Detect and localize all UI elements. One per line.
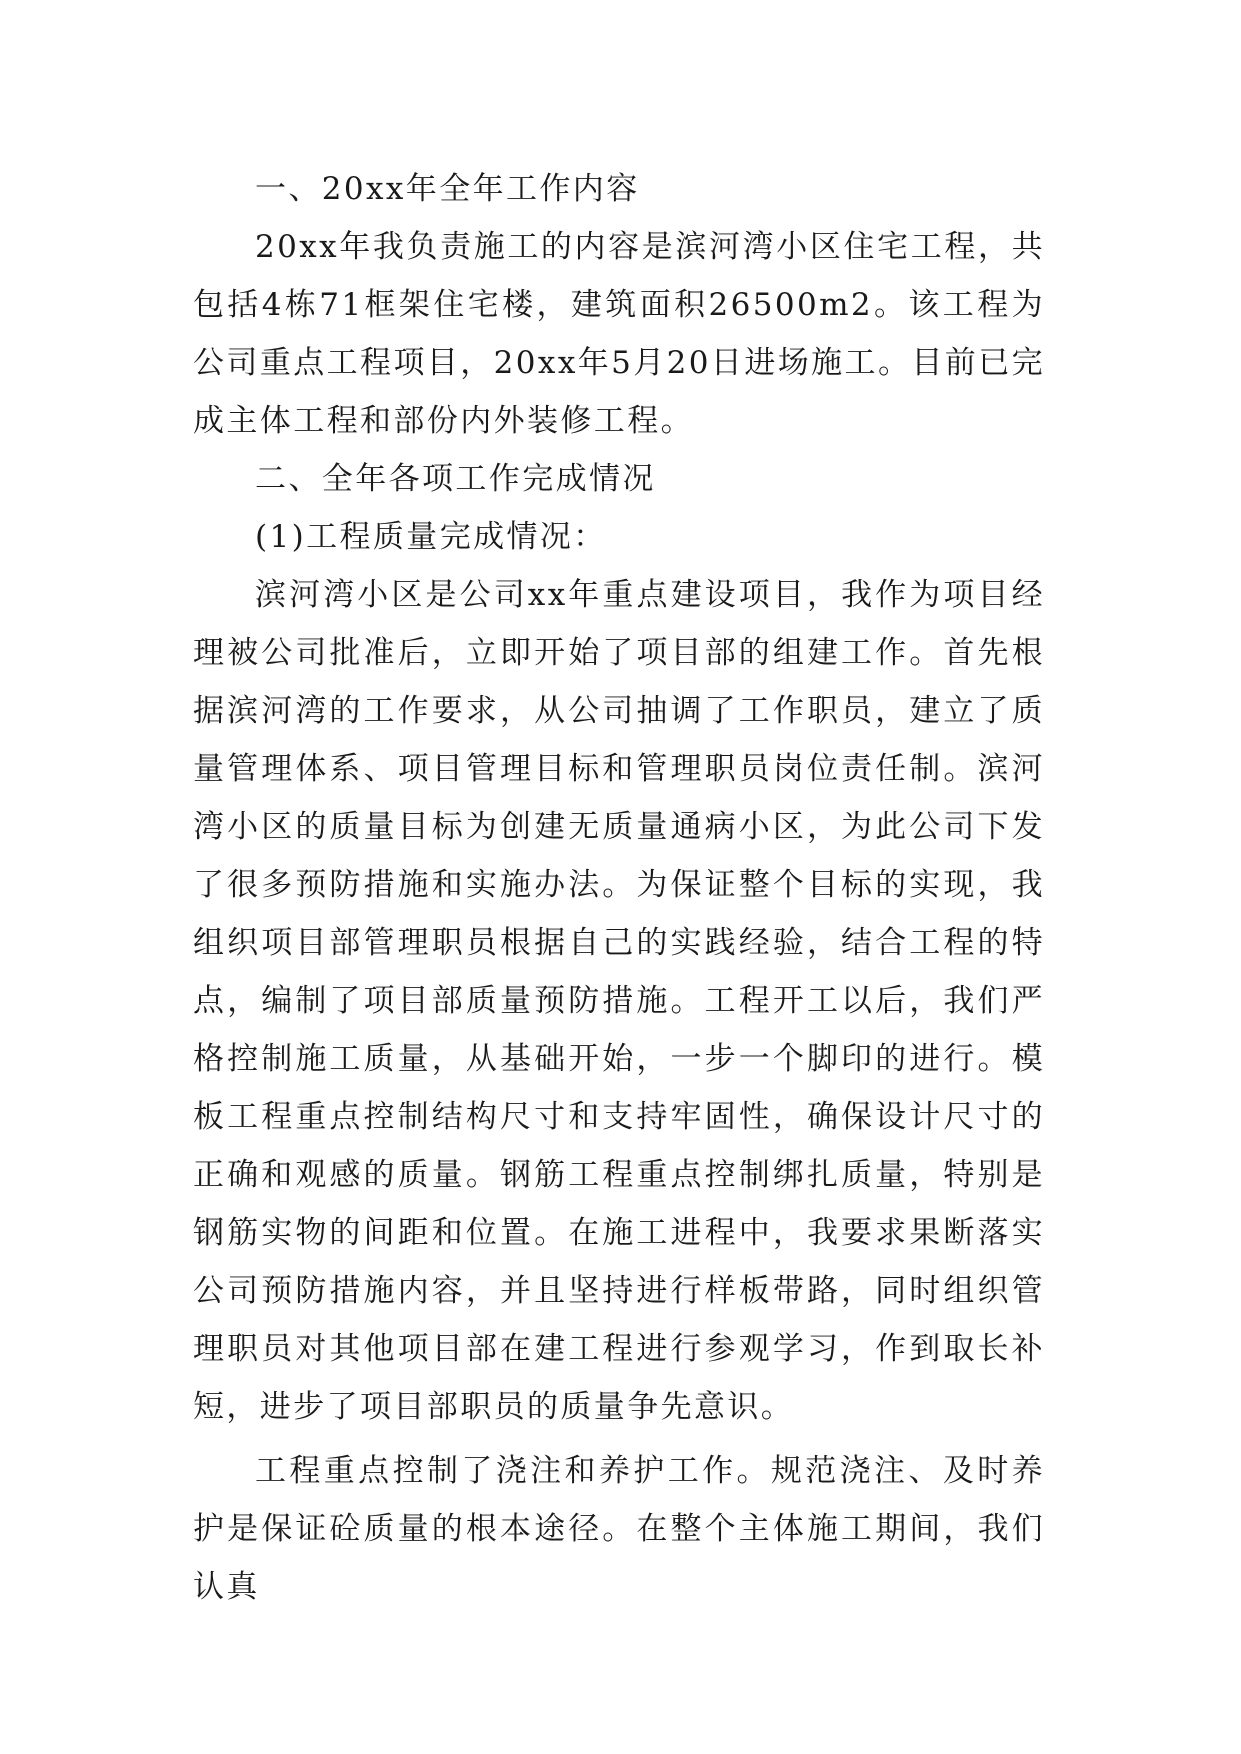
paragraph-pouring-curing: 工程重点控制了浇注和养护工作。规范浇注、及时养护是保证砼质量的根本途径。在整个主体施工期间，我们认真 [193,1453,1045,1605]
section-heading-annual-work: 一、20xx年全年工作内容 [255,171,640,207]
paragraph-project-overview: 20xx年我负责施工的内容是滨河湾小区住宅工程，共包括4栋71框架住宅楼，建筑面积26500m2。该工程为公司重点工程项目，20xx年5月20日进场施工。目前已完成主体工程和部份内外装修工程。 [193,229,1045,439]
document-body [193,160,1045,1616]
section-heading-completion-status: 二、全年各项工作完成情况 [255,461,656,497]
subheading-quality-completion: (1)工程质量完成情况： [255,519,607,555]
paragraph-quality-management: 滨河湾小区是公司xx年重点建设项目，我作为项目经理被公司批准后，立即开始了项目部的组建工作。首先根据滨河湾的工作要求，从公司抽调了工作职员，建立了质量管理体系、项目管理目标和管理职员岗位责任制。滨河湾小区的质量目标为创建无质量通病小区，为此公司下发了很多预防措施和实施办法。为保证整个目标的实现，我组织项目部管理职员根据自己的实践经验，结合工程的特点，编制了项目部质量预防措施。工程开工以后，我们严格控制施工质量，从基础开始，一步一个脚印的进行。模板工程重点控制结构尺寸和支持牢固性，确保设计尺寸的正确和观感的质量。钢筋工程重点控制绑扎质量，特别是钢筋实物的间距和位置。在施工进程中，我要求果断落实公司预防措施内容，并且坚持进行样板带路，同时组织管理职员对其他项目部在建工程进行参观学习，作到取长补短，进步了项目部职员的质量争先意识。 [193,577,1045,1425]
